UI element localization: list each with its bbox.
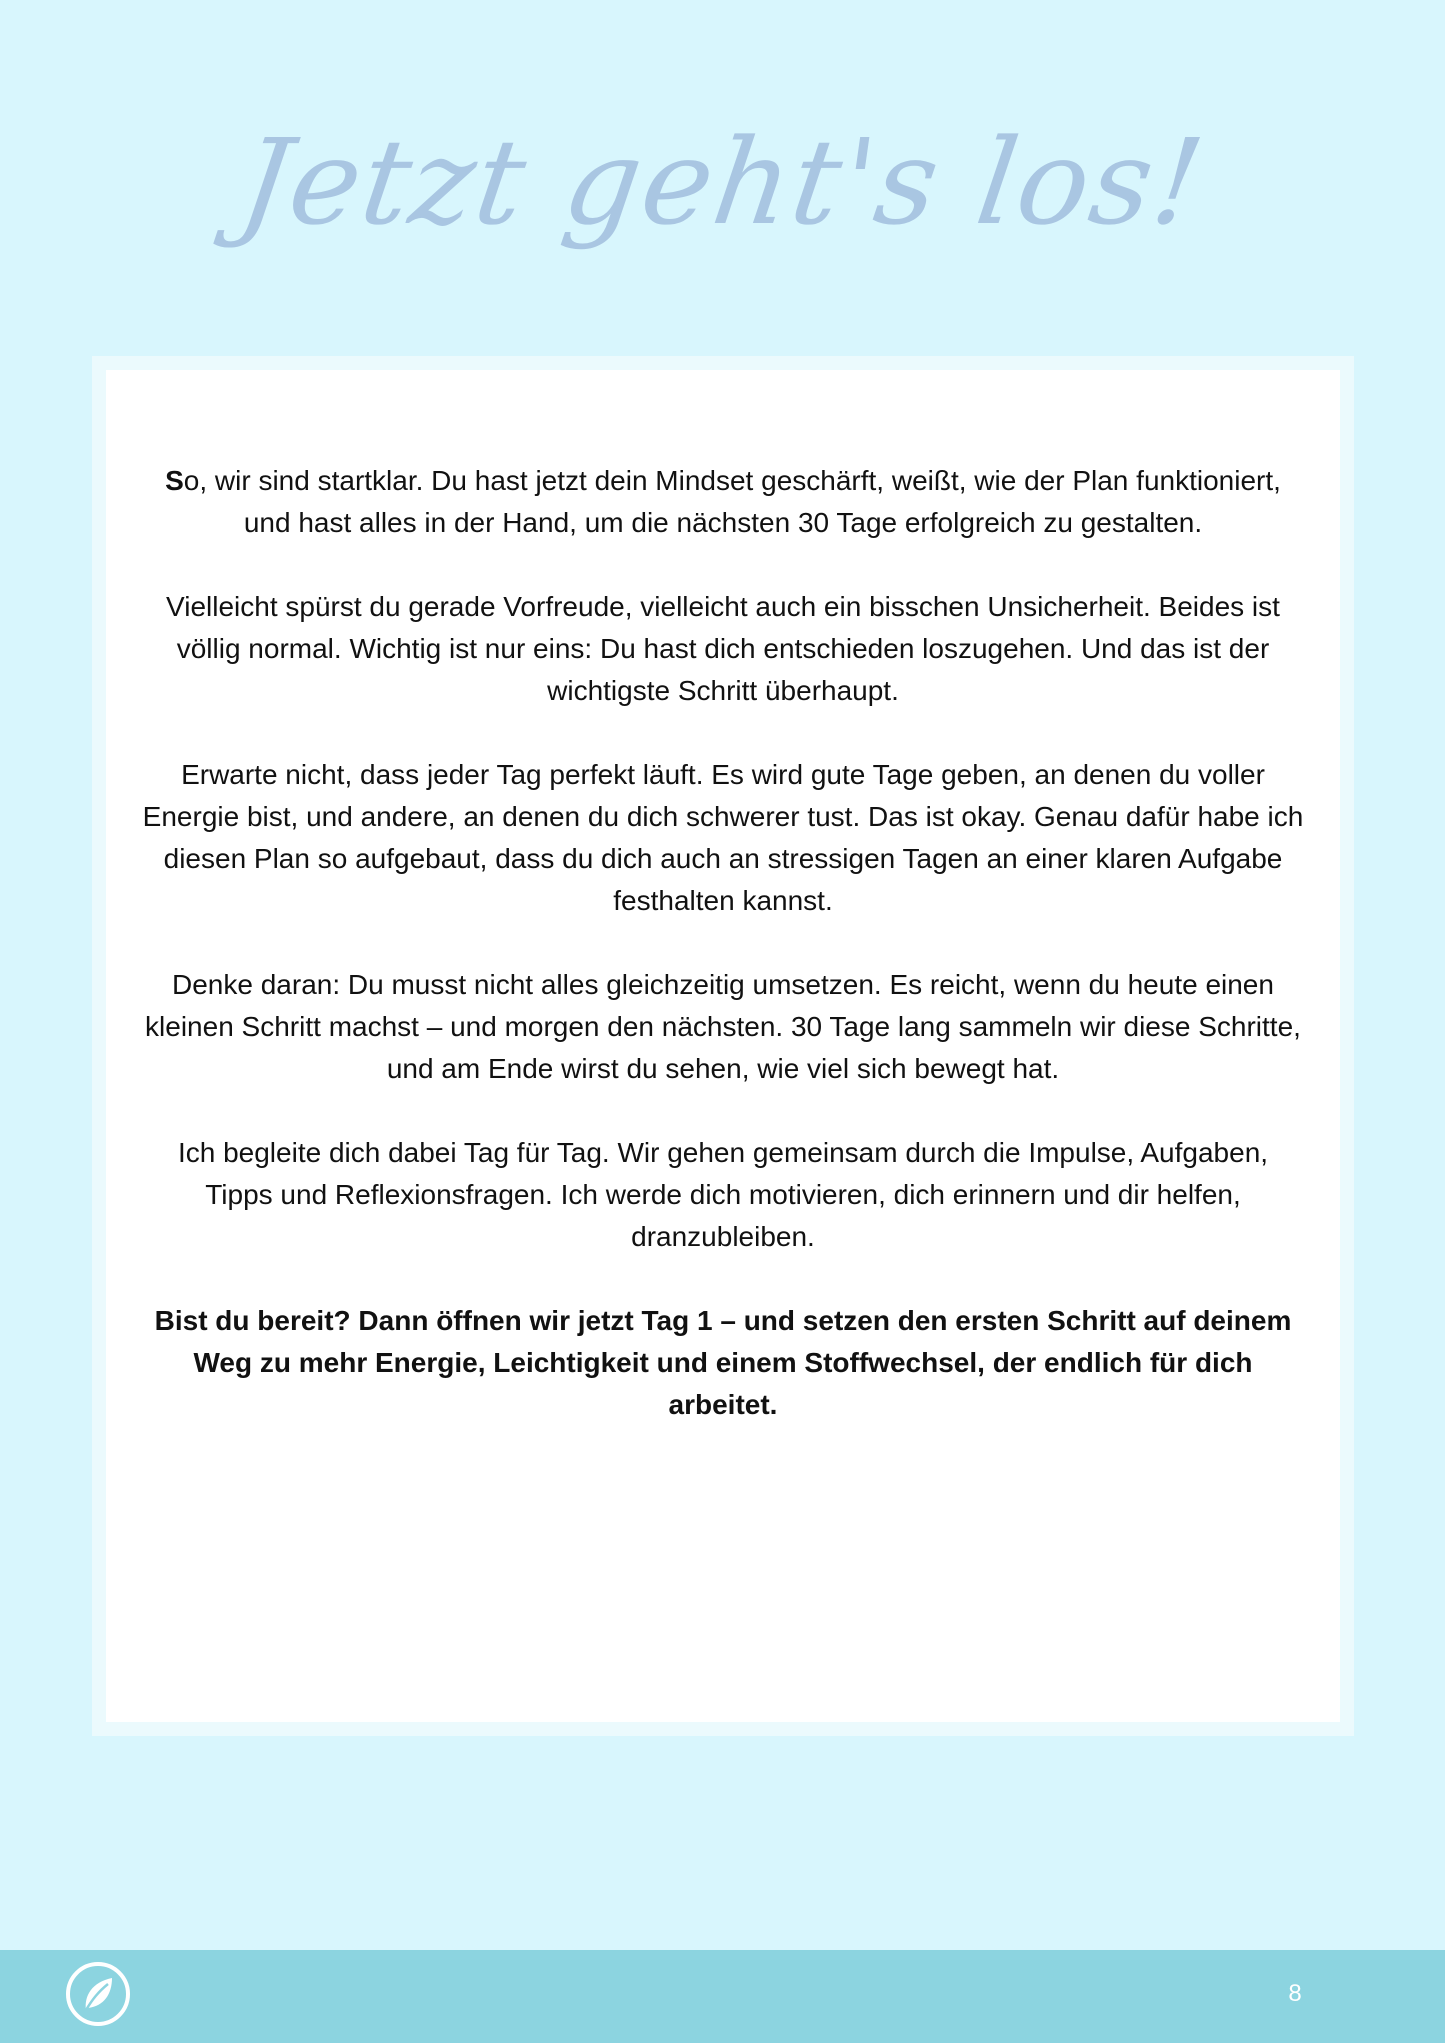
page-number: 8 — [1288, 1980, 1302, 2007]
paragraph-3: Erwarte nicht, dass jeder Tag perfekt läuft. Es wird gute Tage geben, an denen du voller Energie bist, und andere, an denen du dich schwerer tust. Das ist okay. Genau dafür habe ich diesen Plan so aufgebaut, dass du dich auch an stressigen Tagen an einer klaren Aufgabe festhalten kannst. — [142, 759, 1304, 916]
paragraph-intro — [142, 460, 1304, 544]
leaf-icon — [66, 1962, 130, 2026]
paragraph-4: Denke daran: Du musst nicht alles gleichzeitig umsetzen. Es reicht, wenn du heute einen kleinen Schritt machst – und morgen den nächsten. 30 Tage lang sammeln wir diese Schritte, und am Ende wirst du sehen, wie viel sich bewegt hat. — [145, 969, 1301, 1084]
dropcap-letter: S — [165, 465, 184, 496]
paragraph-intro-text: o, wir sind startklar. Du hast jetzt dein Mindset geschärft, weißt, wie der Plan funktioniert, und hast alles in der Hand, um die nächsten 30 Tage erfolgreich zu gestalten. — [183, 465, 1281, 538]
page-title: Jetzt geht's los! — [232, 113, 1214, 251]
footer-bar — [0, 1950, 1445, 2043]
content-text — [142, 460, 1304, 1468]
paragraph-5: Ich begleite dich dabei Tag für Tag. Wir gehen gemeinsam durch die Impulse, Aufgaben, Tipps und Reflexionsfragen. Ich werde dich motivieren, dich erinnern und dir helfen, dranzubleiben. — [177, 1137, 1269, 1252]
paragraph-call-to-action: Bist du bereit? Dann öffnen wir jetzt Tag 1 – und setzen den ersten Schritt auf deinem Weg zu mehr Energie, Leichtigkeit und einem Stoffwechsel, der endlich für dich arbeitet. — [154, 1305, 1292, 1420]
paragraph-2: Vielleicht spürst du gerade Vorfreude, vielleicht auch ein bisschen Unsicherheit. Beides ist völlig normal. Wichtig ist nur eins: Du hast dich entschieden loszugehen. Und das ist der wichtigste Schritt überhaupt. — [166, 591, 1280, 706]
